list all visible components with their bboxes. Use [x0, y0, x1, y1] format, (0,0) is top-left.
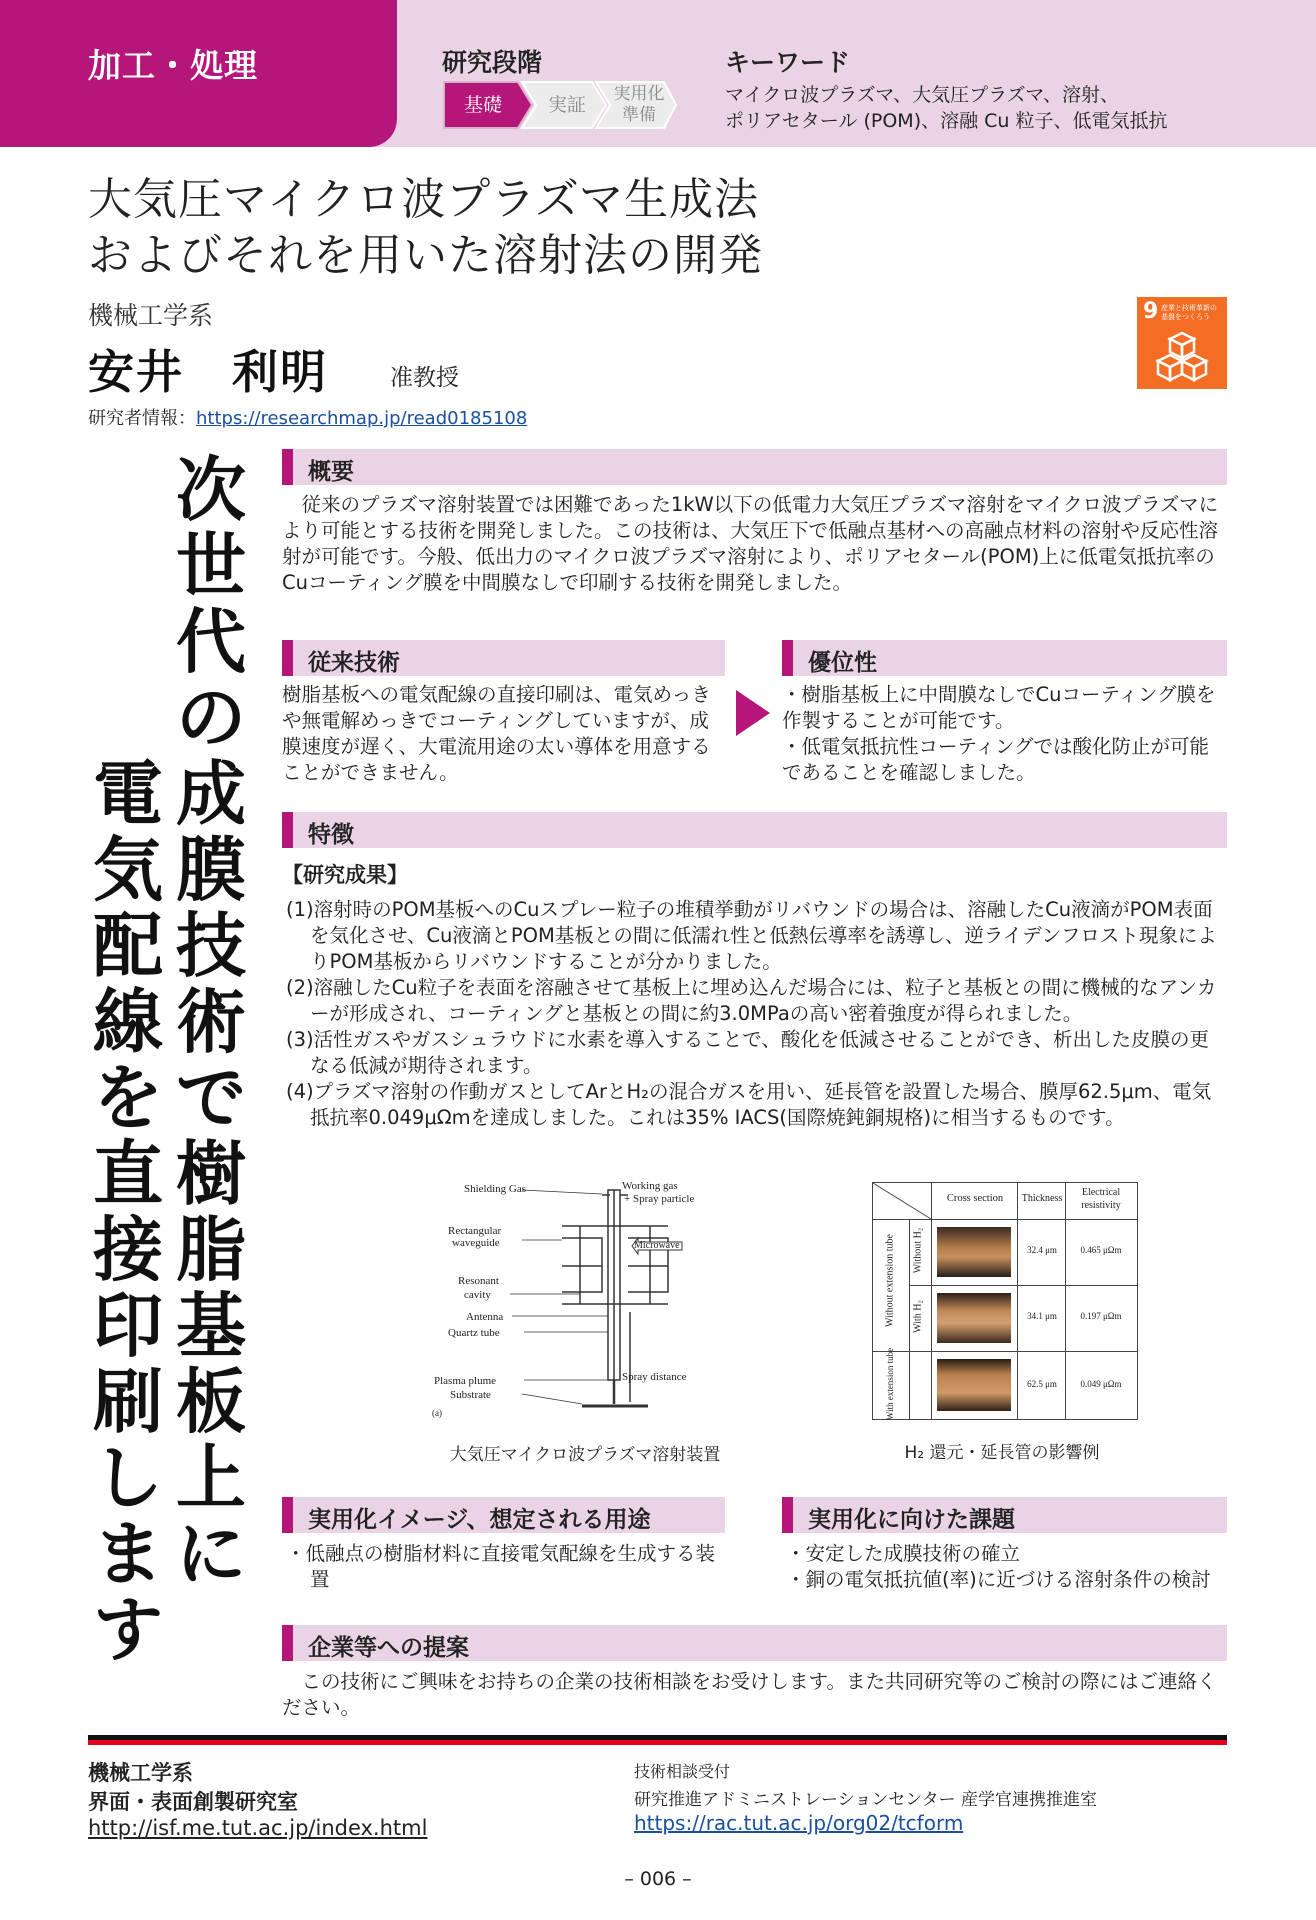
resistivity-value: 0.197 μΩm — [1080, 1311, 1122, 1321]
challenge-item: ・銅の電気抵抗値(率)に近づける溶射条件の検討 — [786, 1568, 1211, 1591]
group-with-tube: With extension tube — [885, 1347, 895, 1421]
row-label-without-h2: Without H₂ — [912, 1227, 924, 1274]
stage-practical: 実用化 準備 — [613, 84, 665, 125]
label-resonant-2: cavity — [464, 1289, 491, 1301]
footer-dept: 機械工学系 — [88, 1761, 193, 1785]
headline-column-1: 次世代の成膜技術で樹脂基板上に — [176, 448, 246, 1595]
researcher-name: 安井 利明 — [88, 345, 328, 399]
label-substrate: Substrate — [450, 1389, 491, 1401]
row-label-with-h2: With H₂ — [912, 1300, 924, 1333]
cross-section-image — [937, 1359, 1011, 1411]
department: 機械工学系 — [88, 301, 214, 330]
figure-apparatus-diagram — [432, 1180, 732, 1420]
section-overview-title: 概要 — [308, 459, 354, 485]
section-advantage-header — [782, 640, 1227, 676]
col-header-thickness: Thickness — [1021, 1193, 1063, 1204]
label-plasma-plume: Plasma plume — [434, 1375, 497, 1387]
research-info-label: 研究者情報： — [88, 408, 196, 429]
sdg-text: 産業と技術革新の 基盤をつくろう — [1161, 304, 1217, 321]
cross-section-image — [937, 1227, 1011, 1277]
advantage-item: ・樹脂基板上に中間膜なしでCuコーティング膜を作製することが可能です。 — [782, 683, 1216, 732]
features-list — [286, 897, 1227, 1131]
label-rect-wg-2: waveguide — [452, 1237, 500, 1249]
arrow-right-icon — [734, 688, 772, 738]
sdg-badge — [1137, 297, 1227, 389]
section-accent-bar — [282, 1497, 293, 1533]
section-accent-bar — [782, 1497, 793, 1533]
stage-basic: 基礎 — [463, 93, 502, 116]
resistivity-value: 0.465 μΩm — [1080, 1245, 1122, 1255]
section-application-title: 実用化イメージ、想定される用途 — [308, 1507, 651, 1533]
cross-section-image — [937, 1293, 1011, 1343]
researcher-rank: 准教授 — [390, 365, 459, 391]
thickness-value: 34.1 μm — [1027, 1311, 1057, 1321]
section-conventional-header — [282, 640, 725, 676]
footer-lab: 界面・表面創製研究室 — [88, 1790, 298, 1814]
label-antenna: Antenna — [466, 1311, 504, 1323]
section-features-header — [282, 812, 1227, 848]
footer-consult-office: 研究推進アドミニストレーションセンター 産学官連携推進室 — [634, 1790, 1098, 1810]
label-rect-wg-1: Rectangular — [448, 1225, 502, 1237]
footer-consult-link[interactable]: https://rac.tut.ac.jp/org02/tcform — [634, 1811, 964, 1835]
title-line2: およびそれを用いた溶射法の開発 — [88, 230, 763, 281]
figure-results-table — [872, 1182, 1138, 1420]
keywords-line1: マイクロ波プラズマ、大気圧プラズマ、溶射、 — [725, 84, 1120, 106]
label-resonant-1: Resonant — [458, 1275, 499, 1287]
feature-item: (2)溶融したCu粒子を表面を溶融させて基板上に埋め込んだ場合には、粒子と基板との間に機械的なアンカーが形成され、コーティングと基板との間に約3.0MPaの高い密着強度が得られました。 — [286, 976, 1217, 1025]
label-working-gas: Working gas — [622, 1180, 678, 1192]
page-number: – 006 – — [624, 1868, 692, 1890]
section-proposal-title: 企業等への提案 — [308, 1635, 469, 1661]
section-features-title: 特徴 — [308, 822, 354, 848]
feature-item: (3)活性ガスやガスシュラウドに水素を導入することで、酸化を低減させることができ、析出した皮膜の更なる低減が期待されます。 — [286, 1028, 1210, 1077]
footer-lab-link[interactable]: http://isf.me.tut.ac.jp/index.html — [88, 1816, 428, 1840]
challenges-list — [786, 1541, 1227, 1593]
section-accent-bar — [282, 812, 293, 848]
section-accent-bar — [282, 1625, 293, 1661]
stage-demo: 実証 — [547, 93, 586, 116]
research-info-link[interactable]: https://researchmap.jp/read0185108 — [196, 408, 528, 429]
section-advantage-title: 優位性 — [808, 650, 877, 676]
label-microwave: Microwave — [634, 1240, 680, 1251]
advantage-list — [782, 682, 1227, 786]
headline-column-2: 電気配線を直接印刷します — [93, 752, 163, 1671]
label-spray-particle: + Spray particle — [624, 1193, 695, 1205]
keyword-label: キーワード — [725, 48, 851, 77]
feature-item: (1)溶射時のPOM基板へのCuスプレー粒子の堆積挙動がリバウンドの場合は、溶融したCu液滴がPOM表面を気化させ、Cu液滴とPOM基板との間に低濡れ性と低熱伝導率を誘導し、逆ライデンフロスト現象によりPOM基板からリバウンドすることが分かりました。 — [286, 898, 1217, 973]
footer-consult-label: 技術相談受付 — [634, 1762, 731, 1781]
features-subtitle: 【研究成果】 — [282, 863, 408, 887]
proposal-body: この技術にご興味をお持ちの企業の技術相談をお受けします。また共同研究等のご検討の際にはご連絡ください。 — [282, 1670, 1217, 1719]
feature-item: (4)プラズマ溶射の作動ガスとしてArとH₂の混合ガスを用い、延長管を設置した場合、膜厚62.5μm、電気抵抗率0.049μΩmを達成しました。これは35% IACS(国際焼鈍銅規格)に相当するものです。 — [286, 1080, 1212, 1129]
stage-label: 研究段階 — [442, 48, 543, 77]
resistivity-value: 0.049 μΩm — [1080, 1379, 1122, 1389]
figure-results-caption: H₂ 還元・延長管の影響例 — [904, 1443, 1100, 1463]
col-header-resistivity: Electrical resistivity — [1081, 1187, 1121, 1211]
overview-body: 従来のプラズマ溶射装置では困難であった1kW以下の低電力大気圧プラズマ溶射をマイクロ波プラズマにより可能とする技術を開発しました。この技術は、大気圧下で低融点基材への高融点材料の溶射や反応性溶射が可能です。今般、低出力のマイクロ波プラズマ溶射により、ポリアセタール(POM)上に低電気抵抗率のCuコーティング膜を中間膜なしで印刷する技術を開発しました。 — [282, 493, 1219, 594]
section-overview-header — [282, 449, 1227, 485]
label-shielding-gas: Shielding Gas — [464, 1183, 527, 1195]
section-conventional-title: 従来技術 — [308, 650, 400, 676]
label-panel-a: (a) — [432, 1408, 442, 1418]
application-item: ・低融点の樹脂材料に直接電気配線を生成する装置 — [286, 1542, 716, 1591]
cube-icon — [1153, 331, 1211, 383]
application-list — [286, 1541, 725, 1593]
section-challenges-header — [782, 1497, 1227, 1533]
category-tab — [0, 0, 397, 147]
section-challenges-title: 実用化に向けた課題 — [808, 1507, 1015, 1533]
challenge-item: ・安定した成膜技術の確立 — [786, 1542, 1021, 1565]
section-accent-bar — [282, 640, 293, 676]
conventional-body: 樹脂基板への電気配線の直接印刷は、電気めっきや無電解めっきでコーティングしていますが、成膜速度が遅く、大電流用途の太い導体を用意することができません。 — [282, 683, 711, 784]
col-header-cross-section: Cross section — [946, 1193, 1004, 1204]
section-accent-bar — [782, 640, 793, 676]
footer-rule-red — [88, 1740, 1227, 1745]
label-spray-distance: Spray distance — [622, 1371, 687, 1383]
stage-indicator — [442, 80, 677, 130]
section-application-header — [282, 1497, 725, 1533]
figure-apparatus-caption: 大気圧マイクロ波プラズマ溶射装置 — [449, 1445, 721, 1465]
group-without-tube: Without extension tube — [884, 1234, 896, 1327]
title-line1: 大気圧マイクロ波プラズマ生成法 — [88, 174, 760, 225]
section-proposal-header — [282, 1625, 1227, 1661]
sdg-number: 9 — [1143, 299, 1159, 324]
thickness-value: 32.4 μm — [1027, 1245, 1057, 1255]
label-quartz-tube: Quartz tube — [448, 1327, 500, 1339]
section-accent-bar — [282, 449, 293, 485]
thickness-value: 62.5 μm — [1027, 1379, 1057, 1389]
advantage-item: ・低電気抵抗性コーティングでは酸化防止が可能であることを確認しました。 — [782, 735, 1210, 784]
category-label: 加工・処理 — [88, 46, 258, 85]
keywords-line2: ポリアセタール (POM)、溶融 Cu 粒子、低電気抵抗 — [725, 110, 1168, 132]
research-info — [88, 404, 527, 430]
